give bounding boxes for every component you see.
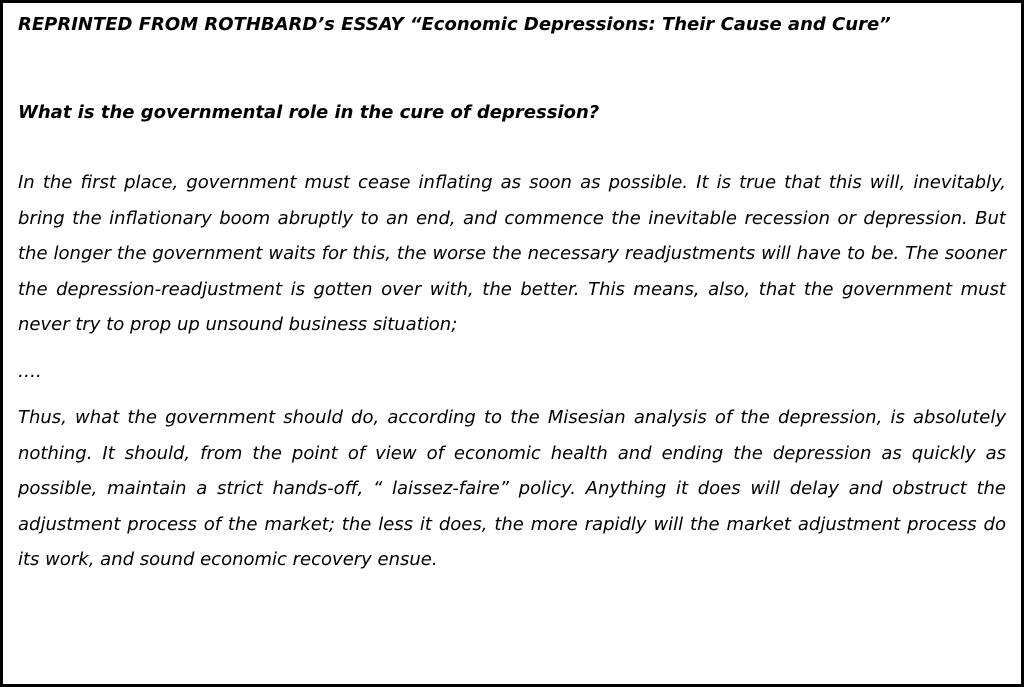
quote-paragraph: In the first place, government must cease inflating as soon as possible. It is true that this will, inevitably, bring the inflationary boom abruptly to an end, and commence the inevitable recession or depression. But the longer the government waits for this, the worse the necessary readjustments will have to be. The sooner the depression-readjustment is gotten over with, the better. This means, also, that the government must never try to prop up unsound business situation; — [18, 172, 1006, 335]
ellipsis-text: …. — [18, 360, 42, 382]
quote-paragraph: Thus, what the government should do, according to the Misesian analysis of the depression, is absolutely nothing. It should, from the point of view of economic health and ending the depression as quickly as possible, maintain a strict hands-off, “ laissez-faire” policy. Anything it does will delay and obstruct the adjustment process of the market; the less it does, the more rapidly will the market adjustment process do its work, and sound economic recovery ensue. — [18, 407, 1006, 570]
question-heading: What is the governmental role in the cure of depression? — [18, 102, 600, 123]
source-heading: REPRINTED FROM ROTHBARD’s ESSAY “Economic Depressions: Their Cause and Cure” — [18, 14, 891, 35]
